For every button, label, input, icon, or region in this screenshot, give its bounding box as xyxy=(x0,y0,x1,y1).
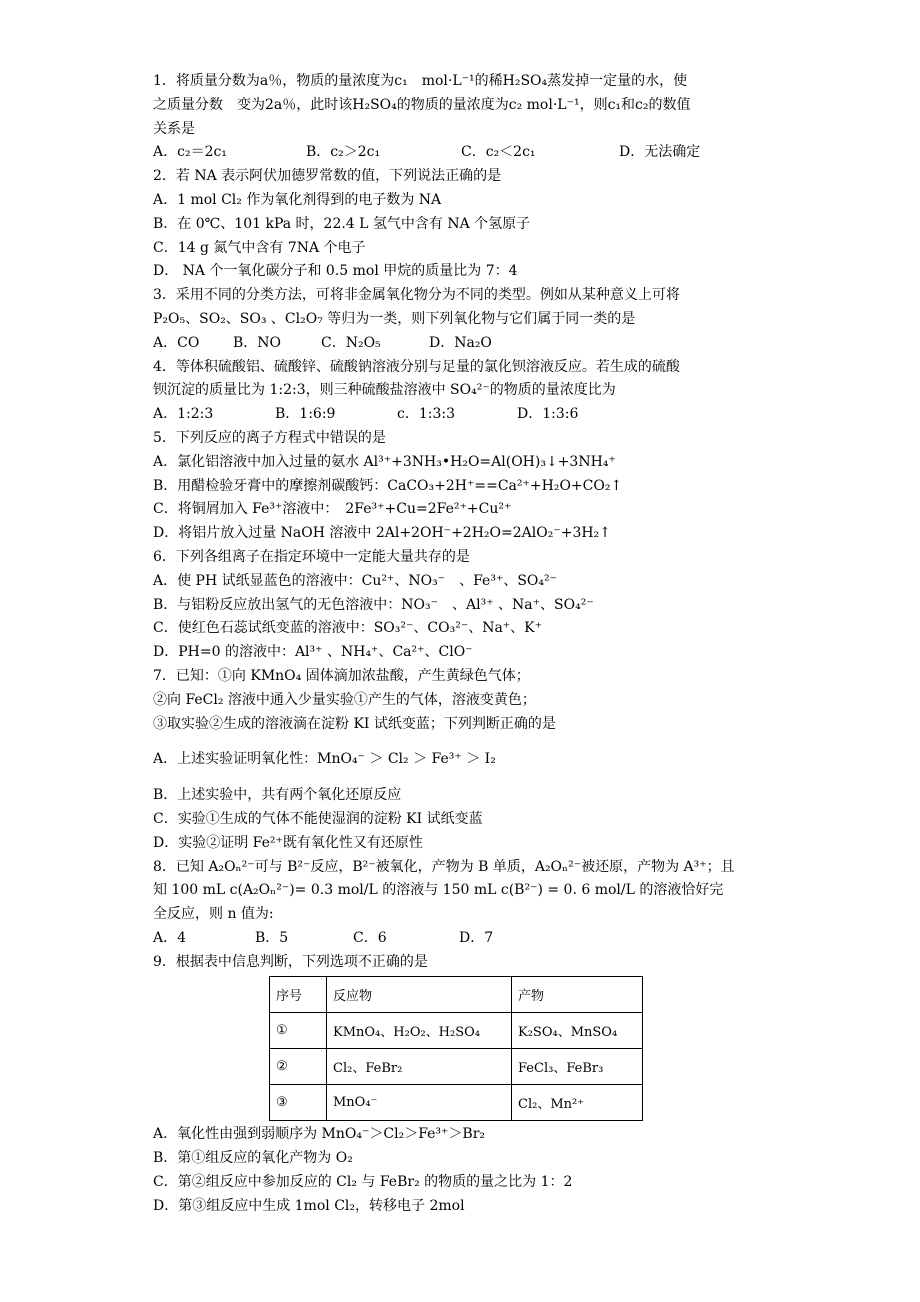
q1-option-b: B．c₂＞2c₁ xyxy=(306,144,381,161)
q7-option-d: D．实验②证明 Fe²⁺既有氧化性又有还原性 xyxy=(153,834,423,851)
q7-option-c: C．实验①生成的气体不能使湿润的淀粉 KI 试纸变蓝 xyxy=(153,810,483,827)
q1-option-c: C．c₂＜2c₁ xyxy=(461,144,536,161)
table-cell: K₂SO₄、MnSO₄ xyxy=(512,1013,643,1049)
exam-page xyxy=(153,70,773,1219)
q2-option-c: C．14 g 氮气中含有 7NA 个电子 xyxy=(153,239,366,256)
table-cell: KMnO₄、H₂O₂、H₂SO₄ xyxy=(327,1013,512,1049)
q3-stem-line2: P₂O₅、SO₂、SO₃ 、Cl₂O₇ 等归为一类，则下列氧化物与它们属于同一类的是 xyxy=(153,310,636,327)
q1-stem-line2: 之质量分数 变为2a％，此时该H₂SO₄的物质的量浓度为c₂ mol·L⁻¹，则c₁和c₂的数值 xyxy=(153,96,691,113)
q4-option-c: c．1:3:3 xyxy=(397,406,455,423)
q4-option-b: B．1:6:9 xyxy=(275,406,336,423)
q9-table xyxy=(269,976,643,1121)
q4-option-d: D．1:3:6 xyxy=(517,406,579,423)
table-cell: MnO₄⁻ xyxy=(327,1085,512,1121)
q7-stem-line3: ③取实验②生成的溶液滴在淀粉 KI 试纸变蓝；下列判断正确的是 xyxy=(153,715,556,732)
q7-stem-line2: ②向 FeCl₂ 溶液中通入少量实验①产生的气体，溶液变黄色； xyxy=(153,691,536,708)
q7-option-a: A．上述实验证明氧化性：MnO₄⁻ ＞ Cl₂ ＞ Fe³⁺ ＞ I₂ xyxy=(153,751,496,768)
q6-option-d: D．PH=0 的溶液中：Al³⁺ 、NH₄⁺、Ca²⁺、ClO⁻ xyxy=(153,644,473,661)
q3-stem-line1: 3．采用不同的分类方法，可将非金属氧化物分为不同的类型。例如从某种意义上可将 xyxy=(153,287,680,304)
table-cell: Cl₂、Mn²⁺ xyxy=(512,1085,643,1121)
q7-stem-line1: 7．已知：①向 KMnO₄ 固体滴加浓盐酸，产生黄绿色气体； xyxy=(153,667,530,684)
q6-option-b: B．与铝粉反应放出氢气的无色溶液中：NO₃⁻ 、Al³⁺ 、Na⁺、SO₄²⁻ xyxy=(153,596,594,613)
q6-option-a: A．使 PH 试纸显蓝色的溶液中：Cu²⁺、NO₃⁻ 、Fe³⁺、SO₄²⁻ xyxy=(153,572,558,589)
q8-stem-line1: 8．已知 A₂Oₙ²⁻可与 B²⁻反应，B²⁻被氧化，产物为 B 单质，A₂Oₙ²⁻被还原，产物为 A³⁺；且 xyxy=(153,858,735,875)
q9-option-d: D．第③组反应中生成 1mol Cl₂，转移电子 2mol xyxy=(153,1197,465,1214)
table-header-cell: 产物 xyxy=(512,977,643,1013)
q1-stem-line3: 关系是 xyxy=(153,120,195,137)
table-cell: Cl₂、FeBr₂ xyxy=(327,1049,512,1085)
q5-option-d: D．将铝片放入过量 NaOH 溶液中 2Al+2OH⁻+2H₂O=2AlO₂⁻+3H₂↑ xyxy=(153,525,611,542)
q8-option-b: B．5 xyxy=(255,929,289,946)
q9-option-b: B．第①组反应的氧化产物为 O₂ xyxy=(153,1150,353,1167)
q8-option-d: D．7 xyxy=(459,929,494,946)
q1-stem-line1: 1．将质量分数为a％，物质的量浓度为c₁ mol·L⁻¹的稀H₂SO₄蒸发掉一定量的水，使 xyxy=(153,73,688,89)
q1-option-d: D．无法确定 xyxy=(619,144,701,161)
q8-option-a: A．4 xyxy=(153,929,187,946)
q6-option-c: C．使红色石蕊试纸变蓝的溶液中：SO₃²⁻、CO₃²⁻、Na⁺、K⁺ xyxy=(153,620,543,637)
q4-stem-line1: 4．等体积硫酸铝、硫酸锌、硫酸钠溶液分别与足量的氯化钡溶液反应。若生成的硫酸 xyxy=(153,358,680,375)
q3-option-c: C．N₂O₅ xyxy=(321,334,381,351)
q3-options xyxy=(153,332,773,356)
q2-option-a: A．1 mol Cl₂ 作为氧化剂得到的电子数为 NA xyxy=(153,191,442,208)
q1-option-a: A．c₂＝2c₁ xyxy=(153,144,227,161)
table-cell: ② xyxy=(270,1049,327,1085)
q4-option-a: A．1:2:3 xyxy=(153,406,214,423)
table-row xyxy=(270,1013,643,1049)
table-cell: ③ xyxy=(270,1085,327,1121)
q8-stem-line3: 全反应，则 n 值为: xyxy=(153,906,274,923)
q9-option-c: C．第②组反应中参加反应的 Cl₂ 与 FeBr₂ 的物质的量之比为 1：2 xyxy=(153,1174,573,1191)
q4-stem-line2: 钡沉淀的质量比为 1:2:3，则三种硫酸盐溶液中 SO₄²⁻的物质的量浓度比为 xyxy=(153,382,616,399)
q2-option-b: B．在 0℃、101 kPa 时，22.4 L 氢气中含有 NA 个氢原子 xyxy=(153,215,531,232)
q8-options xyxy=(153,927,773,951)
q3-option-a: A．CO xyxy=(153,334,200,351)
table-cell: ① xyxy=(270,1013,327,1049)
q7-option-b: B．上述实验中，共有两个氧化还原反应 xyxy=(153,787,402,804)
table-row xyxy=(270,1049,643,1085)
q5-option-b: B．用醋检验牙膏中的摩擦剂碳酸钙：CaCO₃+2H⁺==Ca²⁺+H₂O+CO₂↑ xyxy=(153,477,623,494)
q5-option-c: C．将铜屑加入 Fe³⁺溶液中： 2Fe³⁺+Cu=2Fe²⁺+Cu²⁺ xyxy=(153,501,512,518)
q5-stem: 5．下列反应的离子方程式中错误的是 xyxy=(153,429,386,446)
q2-option-d: D． NA 个一氧化碳分子和 0.5 mol 甲烷的质量比为 7：4 xyxy=(153,263,518,280)
table-header-row xyxy=(270,977,643,1013)
q8-stem-line2: 知 100 mL c(A₂Oₙ²⁻)= 0.3 mol/L 的溶液与 150 mL c(B²⁻) = 0. 6 mol/L 的溶液恰好完 xyxy=(153,882,724,899)
table-header-cell: 序号 xyxy=(270,977,327,1013)
table-header-cell: 反应物 xyxy=(327,977,512,1013)
q4-options xyxy=(153,403,773,427)
q3-option-b: B．NO xyxy=(233,334,282,351)
q9-option-a: A．氧化性由强到弱顺序为 MnO₄⁻＞Cl₂＞Fe³⁺＞Br₂ xyxy=(153,1126,486,1143)
q1-options xyxy=(153,141,773,165)
table-row xyxy=(270,1085,643,1121)
table-cell: FeCl₃、FeBr₃ xyxy=(512,1049,643,1085)
q5-option-a: A．氯化铝溶液中加入过量的氨水 Al³⁺+3NH₃•H₂O=Al(OH)₃↓+3NH₄⁺ xyxy=(153,453,616,470)
q2-stem: 2．若 NA 表示阿伏加德罗常数的值，下列说法正确的是 xyxy=(153,168,502,185)
q8-option-c: C．6 xyxy=(353,929,387,946)
q3-option-d: D．Na₂O xyxy=(429,334,492,351)
q6-stem: 6．下列各组离子在指定环境中一定能大量共存的是 xyxy=(153,548,470,565)
q9-stem: 9．根据表中信息判断，下列选项不正确的是 xyxy=(153,953,428,970)
